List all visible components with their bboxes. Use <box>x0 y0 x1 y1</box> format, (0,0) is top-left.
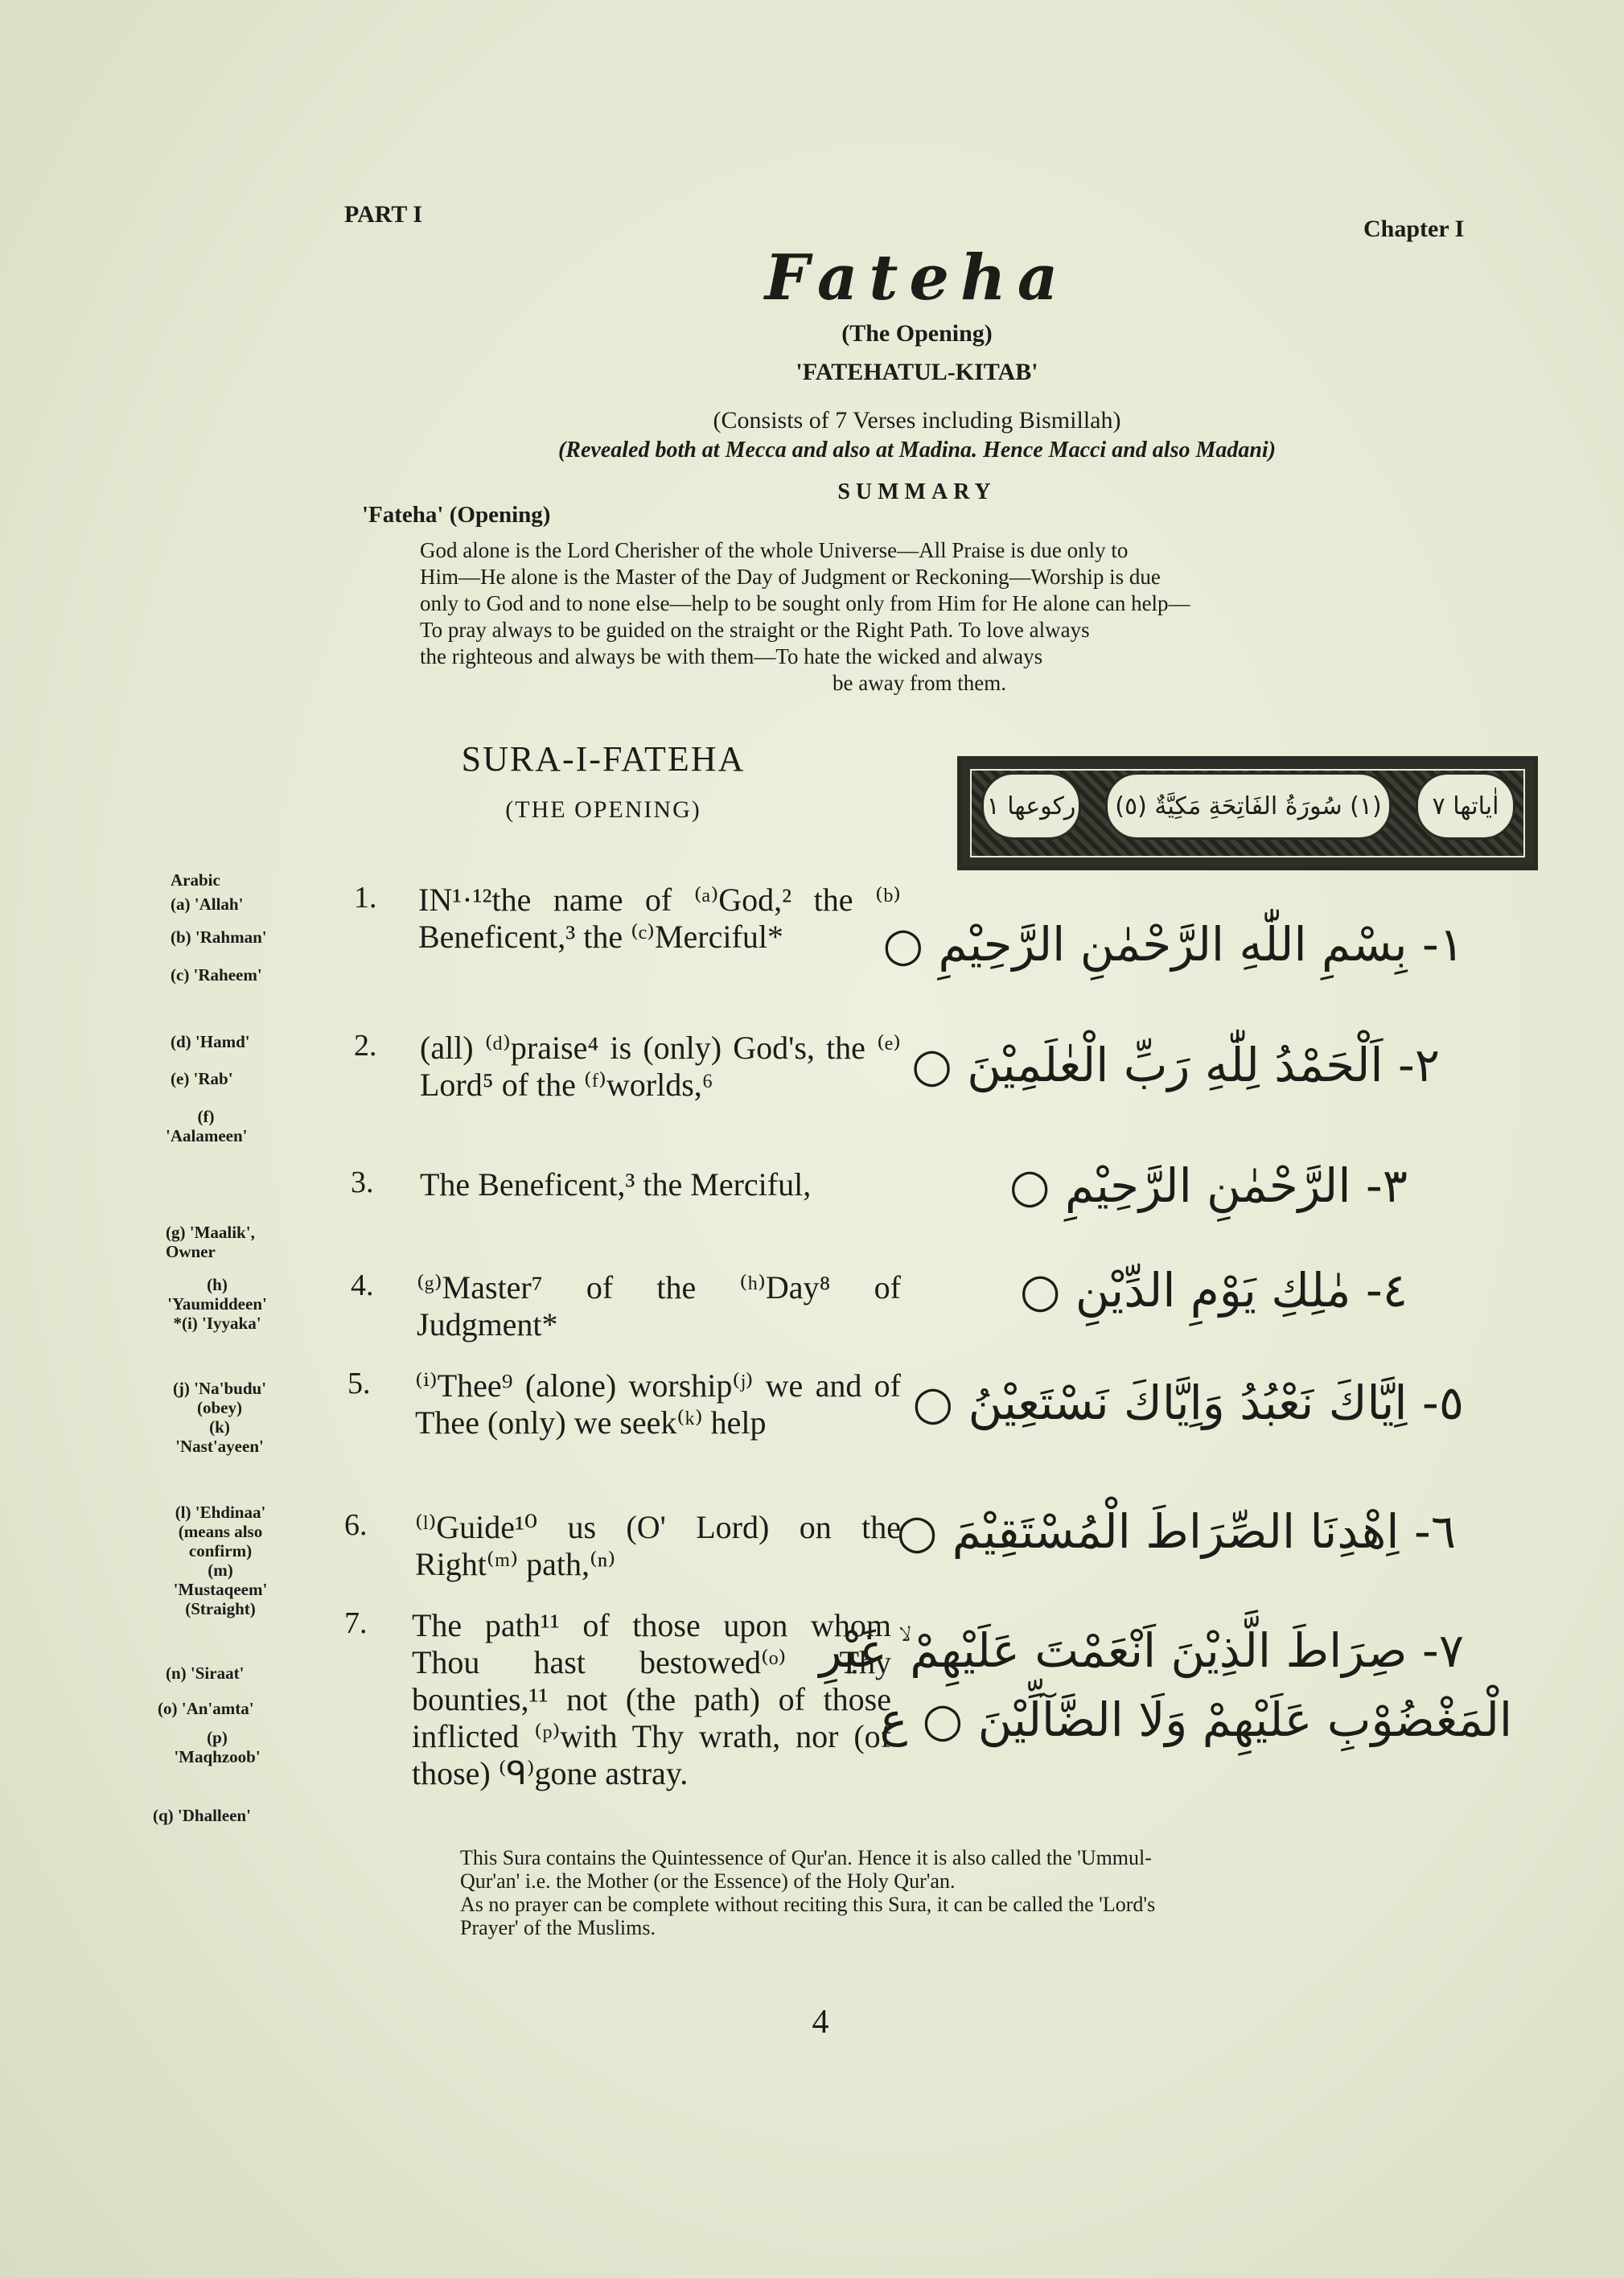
margin-note-a: (a) 'Allah' <box>171 894 244 914</box>
margin-note-c: (c) 'Raheem' <box>171 965 262 985</box>
summary-line: only to God and to none else—help to be sought only from Him for He alone can help— <box>420 591 1190 615</box>
margin-note-line: (means also <box>178 1522 263 1541</box>
sura-cartouche <box>957 756 1538 870</box>
margin-note-g <box>166 1223 255 1261</box>
footnote-line: Qur'an' i.e. the Mother (or the Essence) of the Holy Qur'an. <box>460 1869 956 1893</box>
margin-note-line: 'Maqhzoob' <box>174 1747 261 1766</box>
verse-text: ⁽ᵍ⁾Master⁷ of the ⁽ʰ⁾Day⁸ of Judgment* <box>417 1269 901 1343</box>
part-label: PART I <box>344 201 423 228</box>
margin-note-e: (e) 'Rab' <box>171 1069 233 1088</box>
summary-label: 'Fateha' (Opening) <box>362 502 551 528</box>
margin-note-line: (obey) <box>197 1398 242 1417</box>
margin-note-h <box>161 1275 273 1333</box>
verse-number: 3. <box>351 1166 374 1199</box>
arabic-verse: ٥- اِيَّاكَ نَعْبُدُ وَاِيَّاكَ نَسْتَعِيْنُ ○ <box>912 1375 1464 1430</box>
margin-note-line: (p) <box>207 1728 228 1747</box>
summary-line: the righteous and always be with them—To hate the wicked and always <box>420 644 1043 668</box>
margin-note-o: (o) 'An'amta' <box>158 1699 254 1718</box>
cartouche-ruku: ركوعها ١ <box>981 772 1081 840</box>
verse-text: (all) ⁽ᵈ⁾praise⁴ is (only) God's, the ⁽ᵉ⁾Lord⁵ of the ⁽ᶠ⁾worlds,⁶ <box>420 1030 901 1103</box>
verse-number: 6. <box>344 1508 368 1542</box>
margin-note-line: 'Nast'ayeen' <box>175 1437 264 1456</box>
verse-number: 5. <box>347 1367 371 1400</box>
margin-note-line: confirm) <box>188 1541 253 1560</box>
summary-line: To pray always to be guided on the straight or the Right Path. To love always <box>420 618 1090 642</box>
summary-heading: SUMMARY <box>837 479 997 504</box>
arabic-verse: ١- بِسْمِ اللّٰهِ الرَّحْمٰنِ الرَّحِيْمِ ○ <box>882 917 1464 972</box>
summary-line: be away from them. <box>833 671 1006 695</box>
alt-name: 'FATEHATUL-KITAB' <box>796 359 1038 385</box>
sura-title: SURA-I-FATEHA <box>461 739 746 779</box>
margin-note-line: (l) 'Ehdinaa' <box>175 1503 266 1522</box>
revelation-note: (Revealed both at Mecca and also at Madina. Hence Macci and also Madani) <box>557 438 1277 463</box>
verse-number: 4. <box>351 1269 374 1302</box>
verse-text: IN¹·¹²the name of ⁽ᵃ⁾God,² the ⁽ᵇ⁾Beneficent,³ the ⁽ᶜ⁾Merciful* <box>418 882 901 955</box>
verse-text: The path¹¹ of those upon whom Thou hast bestowed⁽ᵒ⁾ Thy bounties,¹¹ not (the path) of those inflicted ⁽ᵖ⁾with Thy wrath, nor (of those) ⁽ᑫ⁾gone astray. <box>412 1607 891 1791</box>
margin-note-f <box>166 1107 246 1145</box>
arabic-verse: ٦- اِهْدِنَا الصِّرَاطَ الْمُسْتَقِيْمَ ○ <box>896 1504 1456 1559</box>
arabic-verse: ٤- مٰلِكِ يَوْمِ الدِّيْنِ ○ <box>1019 1263 1408 1318</box>
margin-note-line: (f) <box>197 1107 215 1126</box>
chapter-label: Chapter I <box>1363 216 1465 242</box>
margin-note-line: (k) <box>209 1417 230 1437</box>
sura-footnote <box>460 1846 1486 1939</box>
margin-note-line: (j) 'Na'budu' <box>172 1379 267 1398</box>
margin-note-n: (n) 'Siraat' <box>166 1663 245 1683</box>
footnote-line: Prayer' of the Muslims. <box>460 1916 656 1939</box>
margin-note-j <box>159 1379 280 1456</box>
arabic-verse: ٢- اَلْحَمْدُ لِلّٰهِ رَبِّ الْعٰلَمِيْنَ ○ <box>911 1038 1440 1092</box>
sura-subtitle: (THE OPENING) <box>505 796 701 823</box>
cartouche-name: (١) سُورَةُ الفَاتِحَةِ مَكِيَّةٌ (٥) <box>1105 772 1392 840</box>
footnote-line: This Sura contains the Quintessence of Qur'an. Hence it is also called the 'Ummul- <box>460 1846 1152 1869</box>
margin-note-p <box>161 1728 273 1766</box>
verse-number: 2. <box>354 1029 377 1063</box>
verse-number: 7. <box>344 1606 368 1640</box>
margin-note-line: 'Aalameen' <box>166 1126 248 1145</box>
cartouche-ayat: اٰياتها ٧ <box>1416 772 1515 840</box>
margin-note-line: *(i) 'Iyyaka' <box>173 1314 261 1333</box>
verse-number: 1. <box>354 881 377 915</box>
margin-note-b: (b) 'Rahman' <box>171 927 267 947</box>
summary-body <box>420 537 1419 697</box>
margin-note-line: (Straight) <box>185 1599 256 1618</box>
summary-line: God alone is the Lord Cherisher of the whole Universe—All Praise is due only to <box>420 538 1129 562</box>
verse-count-note: (Consists of 7 Verses including Bismillah) <box>713 407 1121 434</box>
margin-note-line: (m) <box>208 1560 233 1580</box>
margin-note-line: (g) 'Maalik', <box>166 1223 255 1242</box>
margin-note-arabic: Arabic <box>171 870 220 890</box>
page-subtitle: (The Opening) <box>841 320 993 347</box>
verse-text: The Beneficent,³ the Merciful, <box>420 1166 812 1203</box>
verse-text: ⁽ˡ⁾Guide¹⁰ us (O' Lord) on the Right⁽ᵐ⁾ path,⁽ⁿ⁾ <box>415 1509 901 1582</box>
arabic-verse-continued: الْمَغْضُوْبِ عَلَيْهِمْ وَلَا الضَّآلِّيْنَ ○ ع <box>879 1692 1512 1747</box>
arabic-verse: ٧- صِرَاطَ الَّذِيْنَ اَنْعَمْتَ عَلَيْهِمْ ۙ غَيْرِ <box>819 1623 1464 1678</box>
margin-note-d: (d) 'Hamd' <box>171 1032 250 1051</box>
margin-note-l <box>156 1503 285 1618</box>
margin-note-line: 'Yaumiddeen' <box>167 1294 267 1314</box>
arabic-verse: ٣- الرَّحْمٰنِ الرَّحِيْمِ ○ <box>1009 1158 1408 1213</box>
page-title: Fateha <box>764 241 1070 315</box>
verse-text: ⁽ⁱ⁾Thee⁹ (alone) worship⁽ʲ⁾ we and of Thee (only) we seek⁽ᵏ⁾ help <box>415 1367 901 1441</box>
summary-line: Him—He alone is the Master of the Day of Judgment or Reckoning—Worship is due <box>420 565 1161 589</box>
margin-note-q: (q) 'Dhalleen' <box>153 1806 251 1825</box>
margin-note-line: 'Mustaqeem' <box>173 1580 268 1599</box>
margin-note-line: Owner <box>166 1242 216 1261</box>
page-number: 4 <box>812 2004 829 2041</box>
footnote-line: As no prayer can be complete without reciting this Sura, it can be called the 'Lord's <box>460 1893 1156 1916</box>
margin-note-line: (h) <box>207 1275 228 1294</box>
